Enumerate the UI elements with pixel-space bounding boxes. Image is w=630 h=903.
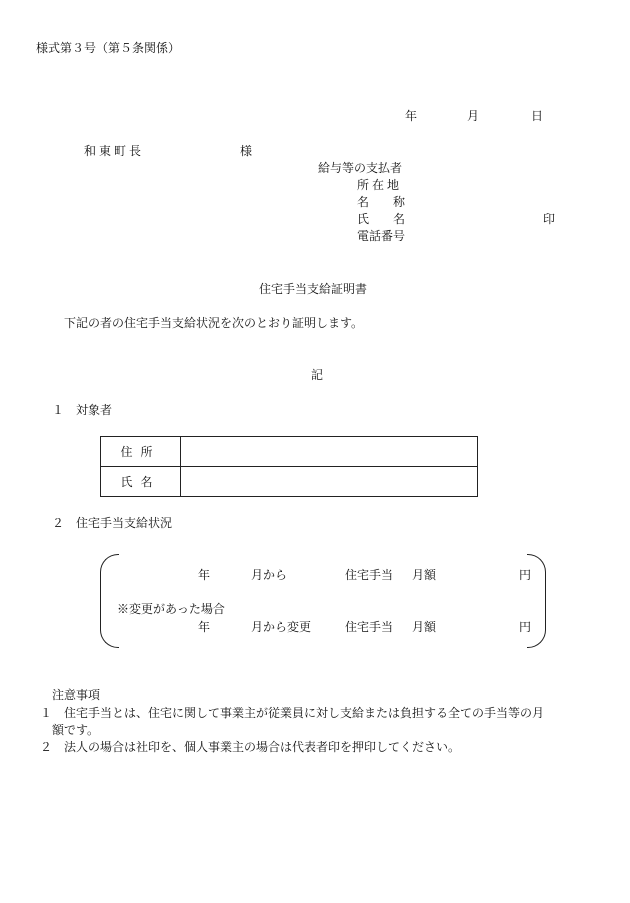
line1-monthly: 月額 — [412, 568, 437, 582]
intro-text: 下記の者の住宅手当支給状況を次のとおり証明します。 — [64, 316, 364, 330]
payer-person-label: 氏 名 — [357, 212, 406, 226]
date-month-label: 月 — [467, 109, 480, 123]
left-bracket — [100, 554, 119, 648]
line1-allowance: 住宅手当 — [345, 568, 394, 582]
table-row — [101, 467, 478, 497]
section1-heading: １ 対象者 — [52, 403, 113, 417]
table-row — [101, 437, 478, 467]
addressee-name: 和東町長 — [84, 144, 145, 158]
line1-month-from: 月から — [251, 568, 288, 582]
line2-year: 年 — [198, 620, 211, 634]
address-label: 住所 — [101, 437, 181, 467]
line2-monthly: 月額 — [412, 620, 437, 634]
note1-continuation: 額です。 — [52, 723, 100, 737]
line1-yen: 円 — [519, 568, 532, 582]
addressee-honorific: 様 — [240, 144, 253, 158]
form-number: 様式第３号（第５条関係） — [36, 41, 181, 55]
line2-month-from: 月から変更 — [251, 620, 312, 634]
notes-heading: 注意事項 — [52, 688, 101, 702]
line2-allowance: 住宅手当 — [345, 620, 394, 634]
payer-phone-label: 電話番号 — [357, 229, 406, 243]
name-label: 氏名 — [101, 467, 181, 497]
line1-year: 年 — [198, 568, 211, 582]
seal-mark: 印 — [543, 212, 556, 226]
date-year-label: 年 — [405, 109, 418, 123]
note1-text: 住宅手当とは、住宅に関して事業主が従業員に対し支給または負担する全ての手当等の月 — [64, 706, 545, 720]
line2-yen: 円 — [519, 620, 532, 634]
name-field[interactable] — [181, 467, 478, 497]
section2-heading: ２ 住宅手当支給状況 — [52, 516, 173, 530]
date-day-label: 日 — [531, 109, 544, 123]
change-note: ※変更があった場合 — [117, 602, 225, 616]
payer-heading: 給与等の支払者 — [318, 161, 403, 175]
address-field[interactable] — [181, 437, 478, 467]
target-person-table — [100, 436, 478, 497]
note2-number: ２ — [40, 740, 53, 754]
note2-text: 法人の場合は社印を、個人事業主の場合は代表者印を押印してください。 — [64, 740, 461, 754]
payer-location-label: 所在地 — [357, 178, 403, 192]
ki-heading: 記 — [311, 368, 324, 382]
document-title: 住宅手当支給証明書 — [259, 282, 368, 296]
note1-number: １ — [40, 706, 53, 720]
payer-name-label: 名 称 — [357, 195, 406, 209]
